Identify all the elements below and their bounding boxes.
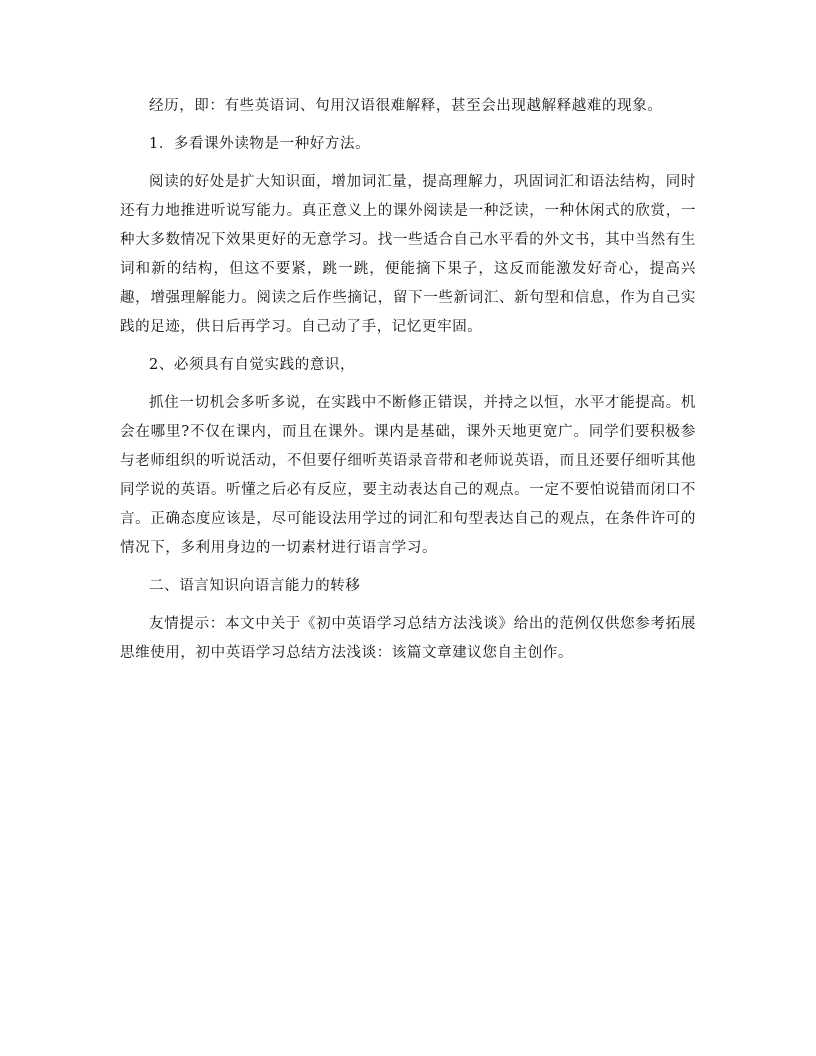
paragraph-friendly-tip: 友情提示：本文中关于《初中英语学习总结方法浅谈》给出的范例仅供您参考拓展思维使用，初中英语学习总结方法浅谈：该篇文章建议您自主创作。 <box>120 616 696 661</box>
paragraph-practice: 抓住一切机会多听多说，在实践中不断修正错误，并持之以恒，水平才能提高。机会在哪里?不仅在课内，而且在课外。课内是基础，课外天地更宽广。同学们要积极参与老师组织的听说活动，不但要仔细听英语录音带和老师说英语，而且还要仔细听其他同学说的英语。听懂之后必有反应，要主动表达自己的观点。一定不要怕说错而闭口不言。正确态度应该是，尽可能设法用学过的词汇和句型表达自己的观点，在条件许可的情况下，多利用身边的一切素材进行语言学习。 <box>120 395 696 556</box>
document-body <box>120 92 696 677</box>
section-heading-2: 二、语言知识向语言能力的转移 <box>149 578 361 594</box>
heading-point-2: 2、必须具有自觉实践的意识， <box>149 357 356 373</box>
heading-point-1: 1．多看课外读物是一种好方法。 <box>149 136 371 152</box>
paragraph-reading-benefits: 阅读的好处是扩大知识面，增加词汇量，提高理解力，巩固词汇和语法结构，同时还有力地推进听说写能力。真正意义上的课外阅读是一种泛读，一种休闲式的欣赏，一种大多数情况下效果更好的无意学习。找一些适合自己水平看的外文书，其中当然有生词和新的结构，但这不要紧，跳一跳，便能摘下果子，这反而能激发好奇心，提高兴趣，增强理解能力。阅读之后作些摘记，留下一些新词汇、新句型和信息，作为自己实践的足迹，供日后再学习。自己动了手，记忆更牢固。 <box>120 174 696 335</box>
paragraph-continuation: 经历，即：有些英语词、句用汉语很难解释，甚至会出现越解释越难的现象。 <box>149 98 663 114</box>
